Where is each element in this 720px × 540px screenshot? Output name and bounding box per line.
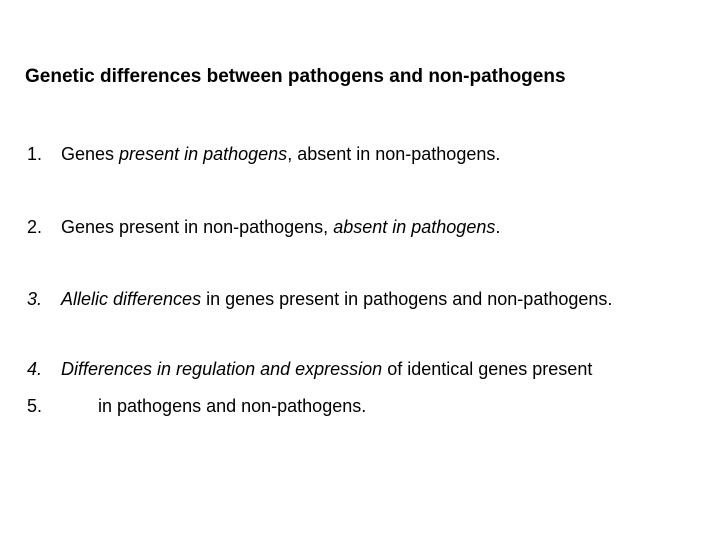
list-text xyxy=(61,144,500,165)
list-number: 4. xyxy=(27,359,43,379)
text-italic: Allelic differences xyxy=(61,289,202,309)
text-normal: in genes present in pathogens and non-pathogens. xyxy=(201,289,613,309)
text-normal: , absent in non-pathogens. xyxy=(287,144,501,164)
text-italic: present in pathogens xyxy=(119,144,288,164)
list-text xyxy=(61,289,612,310)
list-text xyxy=(61,217,500,238)
list-text xyxy=(98,396,366,417)
text-normal: in pathogens and non-pathogens. xyxy=(98,396,367,416)
text-normal: . xyxy=(495,217,501,237)
text-normal: of identical genes present xyxy=(382,359,593,379)
text-normal: Genes xyxy=(61,144,120,164)
list-number: 1. xyxy=(27,144,43,164)
text-italic: absent in pathogens xyxy=(333,217,496,237)
text-normal: Genes present in non-pathogens, xyxy=(61,217,334,237)
list-number: 5. xyxy=(27,396,43,416)
list-number: 2. xyxy=(27,217,43,237)
list-text xyxy=(61,359,592,380)
list-number: 3. xyxy=(27,289,43,309)
page-title: Genetic differences between pathogens and non-pathogens xyxy=(25,66,566,87)
text-italic: Differences in regulation and expression xyxy=(61,359,383,379)
